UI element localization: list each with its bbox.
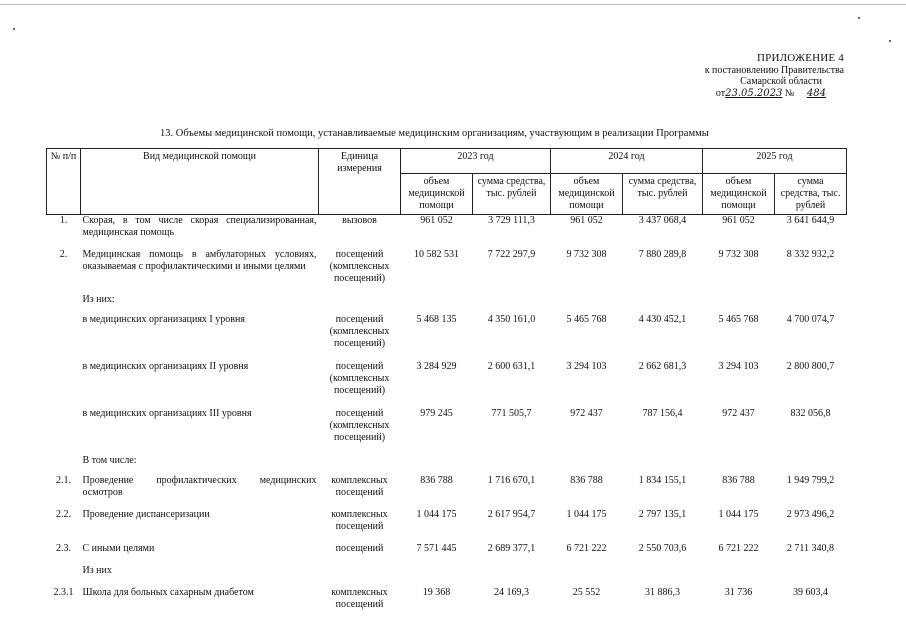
row-num (47, 565, 81, 587)
cell-2024-volume: 1 044 175 (566, 508, 607, 520)
header-unit: Единица измерения (319, 149, 401, 215)
cell-2024-volume: 6 721 222 (566, 542, 607, 554)
row-num: 2. (59, 248, 68, 260)
appendix-date-line (705, 88, 836, 100)
cell-2024-volume: 972 437 (570, 407, 603, 419)
cell-2023-amount: 2 600 631,1 (487, 360, 536, 372)
row-num: 2.3.1 (53, 586, 74, 598)
cell-2025-amount: 4 700 074,7 (786, 313, 835, 325)
cell-2024-amount: 3 437 068,4 (638, 215, 687, 226)
cell-2023-volume: 3 284 929 (416, 360, 457, 372)
row-num (47, 361, 81, 408)
cell-2023-amount: 3 729 111,3 (488, 215, 535, 226)
table-row (47, 249, 847, 294)
cell-2024-amount: 1 834 155,1 (638, 474, 687, 486)
cell-2025-amount: 1 949 799,2 (786, 474, 835, 486)
appendix-line-1: к постановлению Правительства (704, 64, 844, 76)
row-unit (319, 455, 401, 475)
row-num (47, 408, 81, 455)
document-title: 13. Объемы медицинской помощи, устанавливаемые медицинским организациям, участвующим в реализации Программы (160, 128, 709, 139)
row-num (47, 314, 81, 361)
cell-2025-volume: 5 465 768 (718, 313, 759, 325)
row-unit: комплексных посещений (331, 508, 388, 532)
cell-2025-volume: 31 736 (724, 586, 753, 598)
appendix-title: ПРИЛОЖЕНИЕ 4 (757, 52, 844, 64)
cell-2023-amount (473, 565, 551, 587)
cell-2025-volume (703, 455, 775, 475)
header-amount: сумма средства, тыс. рублей (623, 174, 703, 215)
row-num: 2.3. (56, 542, 71, 554)
cell-2023-volume: 961 052 (420, 215, 453, 226)
header-volume: объем медицинской помощи (401, 174, 473, 215)
cell-2025-amount: 3 641 644,9 (786, 215, 835, 226)
table-row (47, 543, 847, 565)
cell-2024-amount: 2 662 681,3 (638, 360, 687, 372)
row-name: Проведение диспансеризации (82, 508, 210, 520)
row-name: Из них: (82, 293, 115, 305)
cell-2025-volume: 6 721 222 (718, 542, 759, 554)
cell-2024-amount: 787 156,4 (642, 407, 683, 419)
header-volume: объем медицинской помощи (551, 174, 623, 215)
row-name: Из них (82, 564, 112, 576)
row-num: 2.2. (56, 508, 71, 520)
number-prefix: № (784, 87, 795, 99)
date-prefix: от (715, 87, 726, 99)
row-name: Медицинская помощь в амбулаторных условиях, оказываемая с профилактическими и иными целями (82, 248, 317, 272)
cell-2023-amount: 4 350 161,0 (487, 313, 536, 325)
cell-2023-volume (401, 294, 473, 314)
cell-2025-volume: 961 052 (722, 215, 755, 226)
row-num: 2.1. (56, 474, 71, 486)
cell-2023-volume: 1 044 175 (416, 508, 457, 520)
cell-2025-amount: 8 332 932,2 (786, 248, 835, 260)
row-unit: вызовов (342, 215, 377, 226)
scan-speck (889, 40, 891, 42)
cell-2024-volume: 9 732 308 (566, 248, 607, 260)
cell-2024-volume (551, 294, 623, 314)
table-row (47, 294, 847, 314)
table-row (47, 509, 847, 543)
cell-2023-amount: 2 617 954,7 (487, 508, 536, 520)
row-unit: посещений (комплексных посещений) (329, 248, 390, 284)
cell-2023-volume (401, 565, 473, 587)
header-year-2024: 2024 год (551, 149, 703, 174)
cell-2024-volume (551, 565, 623, 587)
cell-2024-amount: 4 430 452,1 (638, 313, 687, 325)
handwritten-date: 23.05.2023 (725, 87, 783, 99)
row-num (47, 455, 81, 475)
cell-2025-volume: 1 044 175 (718, 508, 759, 520)
cell-2024-volume (551, 455, 623, 475)
cell-2025-amount: 2 711 340,8 (786, 542, 835, 554)
row-unit (319, 565, 401, 587)
header-amount: сумма средства, тыс. рублей (775, 174, 847, 215)
header-type: Вид медицинской помощи (81, 149, 319, 215)
header-amount: сумма средства, тыс. рублей (473, 174, 551, 215)
header-num: № п/п (47, 149, 81, 215)
cell-2024-volume: 25 552 (572, 586, 601, 598)
cell-2023-amount: 1 716 670,1 (487, 474, 536, 486)
row-name: в медицинских организациях I уровня (82, 313, 245, 325)
cell-2024-amount (623, 455, 703, 475)
cell-2025-volume (703, 294, 775, 314)
scan-speck (13, 28, 15, 30)
cell-2025-volume: 3 294 103 (718, 360, 759, 372)
cell-2023-amount (473, 455, 551, 475)
table-row (47, 314, 847, 361)
header-volume: объем медицинской помощи (703, 174, 775, 215)
cell-2025-amount (775, 565, 847, 587)
cell-2025-amount (775, 294, 847, 314)
table-row (47, 565, 847, 587)
cell-2023-amount (473, 294, 551, 314)
cell-2023-amount: 7 722 297,9 (487, 248, 536, 260)
row-name: Проведение профилактических медицинских осмотров (82, 474, 317, 498)
row-unit: комплексных посещений (331, 586, 388, 610)
cell-2024-amount: 2 797 135,1 (638, 508, 687, 520)
table-row (47, 587, 847, 617)
cell-2025-amount: 39 603,4 (793, 586, 828, 598)
cell-2024-volume: 836 788 (570, 474, 603, 486)
cell-2024-amount: 7 880 289,8 (638, 248, 687, 260)
row-num: 1. (59, 215, 68, 226)
row-unit: посещений (335, 542, 384, 554)
row-unit (319, 294, 401, 314)
cell-2023-amount: 24 169,3 (494, 586, 529, 598)
row-name: в медицинских организациях III уровня (82, 407, 252, 419)
cell-2025-volume: 972 437 (722, 407, 755, 419)
cell-2023-amount: 2 689 377,1 (487, 542, 536, 554)
cell-2024-amount (623, 565, 703, 587)
cell-2025-amount: 2 973 496,2 (786, 508, 835, 520)
row-unit: посещений (комплексных посещений) (329, 407, 390, 443)
row-name: В том числе: (82, 454, 137, 466)
cell-2023-volume (401, 455, 473, 475)
header-year-2023: 2023 год (401, 149, 551, 174)
cell-2024-amount: 2 550 703,6 (638, 542, 687, 554)
cell-2024-volume: 961 052 (570, 215, 603, 226)
header-year-2025: 2025 год (703, 149, 847, 174)
volumes-table (46, 148, 847, 617)
cell-2025-amount: 832 056,8 (790, 407, 831, 419)
cell-2024-volume: 3 294 103 (566, 360, 607, 372)
cell-2025-volume: 836 788 (722, 474, 755, 486)
cell-2025-amount (775, 455, 847, 475)
cell-2023-volume: 836 788 (420, 474, 453, 486)
cell-2023-volume: 5 468 135 (416, 313, 457, 325)
row-num (47, 294, 81, 314)
scan-top-edge (0, 4, 906, 5)
table-row (47, 215, 847, 249)
cell-2024-volume: 5 465 768 (566, 313, 607, 325)
table-row (47, 408, 847, 455)
cell-2023-volume: 19 368 (422, 586, 451, 598)
cell-2023-volume: 7 571 445 (416, 542, 457, 554)
cell-2023-amount: 771 505,7 (491, 407, 532, 419)
cell-2024-amount (623, 294, 703, 314)
cell-2025-amount: 2 800 800,7 (786, 360, 835, 372)
row-unit: посещений (комплексных посещений) (329, 313, 390, 349)
appendix-line-2: Самарской области (740, 76, 822, 87)
table-row (47, 455, 847, 475)
cell-2023-volume: 10 582 531 (414, 248, 459, 260)
row-unit: комплексных посещений (331, 474, 388, 498)
table-row (47, 361, 847, 408)
row-name: Скорая, в том числе скорая специализированная, медицинская помощь (82, 215, 317, 238)
cell-2023-volume: 979 245 (420, 407, 453, 419)
row-name: С иными целями (82, 542, 155, 554)
scan-speck (858, 17, 860, 19)
row-name: Школа для больных сахарным диабетом (82, 586, 254, 598)
row-unit: посещений (комплексных посещений) (329, 360, 390, 396)
row-name: в медицинских организациях II уровня (82, 360, 249, 372)
cell-2025-volume: 9 732 308 (718, 248, 759, 260)
handwritten-number: 484 (806, 87, 826, 99)
cell-2025-volume (703, 565, 775, 587)
cell-2024-amount: 31 886,3 (645, 586, 680, 598)
table-row (47, 475, 847, 509)
appendix-header (705, 53, 844, 99)
